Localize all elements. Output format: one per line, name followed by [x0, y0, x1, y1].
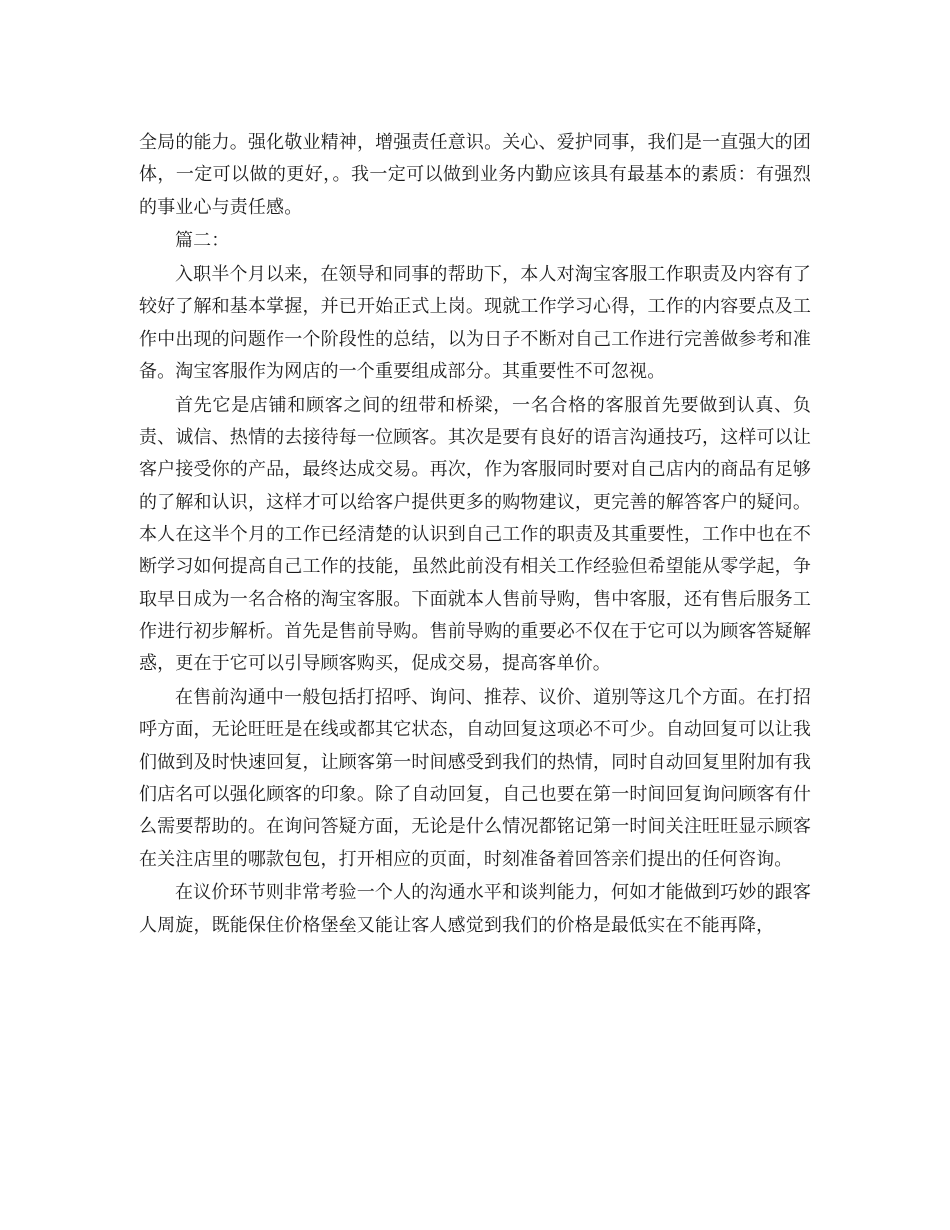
paragraph-continuation: 全局的能力。强化敬业精神，增强责任意识。关心、爱护同事，我们是一直强大的团体，一定可以做的更好，。我一定可以做到业务内勤应该具有最基本的素质：有强烈的事业心与责任感。	[139, 132, 811, 218]
paragraph: 在售前沟通中一般包括打招呼、询问、推荐、议价、道别等这几个方面。在打招呼方面，无论旺旺是在线或都其它状态，自动回复这项必不可少。自动回复可以让我们做到及时快速回复，让顾客第一时间感受到我们的热情，同时自动回复里附加有我们店名可以强化顾客的印象。除了自动回复，自己也要在第一时间回复询问顾客有什么需要帮助的。在询问答疑方面，无论是什么情况都铭记第一时间关注旺旺显示顾客在关注店里的哪款包包，打开相应的页面，时刻准备着回答亲们提出的任何咨询。	[139, 687, 811, 870]
document-page	[139, 127, 811, 943]
paragraph: 入职半个月以来，在领导和同事的帮助下，本人对淘宝客服工作职责及内容有了较好了解和基本掌握，并已开始正式上岗。现就工作学习心得，工作的内容要点及工作中出现的问题作一个阶段性的总结，以为日子不断对自己工作进行完善做参考和准备。淘宝客服作为网店的一个重要组成部分。其重要性不可忽视。	[139, 264, 811, 383]
paragraph: 首先它是店铺和顾客之间的纽带和桥梁，一名合格的客服首先要做到认真、负责、诚信、热情的去接待每一位顾客。其次是要有良好的语言沟通技巧，这样可以让客户接受你的产品，最终达成交易。再次，作为客服同时要对自己店内的商品有足够的了解和认识，这样才可以给客户提供更多的购物建议，更完善的解答客户的疑问。本人在这半个月的工作已经清楚的认识到自己工作的职责及其重要性，工作中也在不断学习如何提高自己工作的技能，虽然此前没有相关工作经验但希望能从零学起，争取早日成为一名合格的淘宝客服。下面就本人售前导购，售中客服，还有售后服务工作进行初步解析。首先是售前导购。售前导购的重要必不仅在于它可以为顾客答疑解惑，更在于它可以引导顾客购买，促成交易，提高客单价。	[139, 394, 811, 675]
paragraph: 在议价环节则非常考验一个人的沟通水平和谈判能力，何如才能做到巧妙的跟客人周旋，既能保住价格堡垒又能让客人感觉到我们的价格是最低实在不能再降，	[139, 882, 811, 936]
section-heading: 篇二：	[175, 230, 230, 252]
